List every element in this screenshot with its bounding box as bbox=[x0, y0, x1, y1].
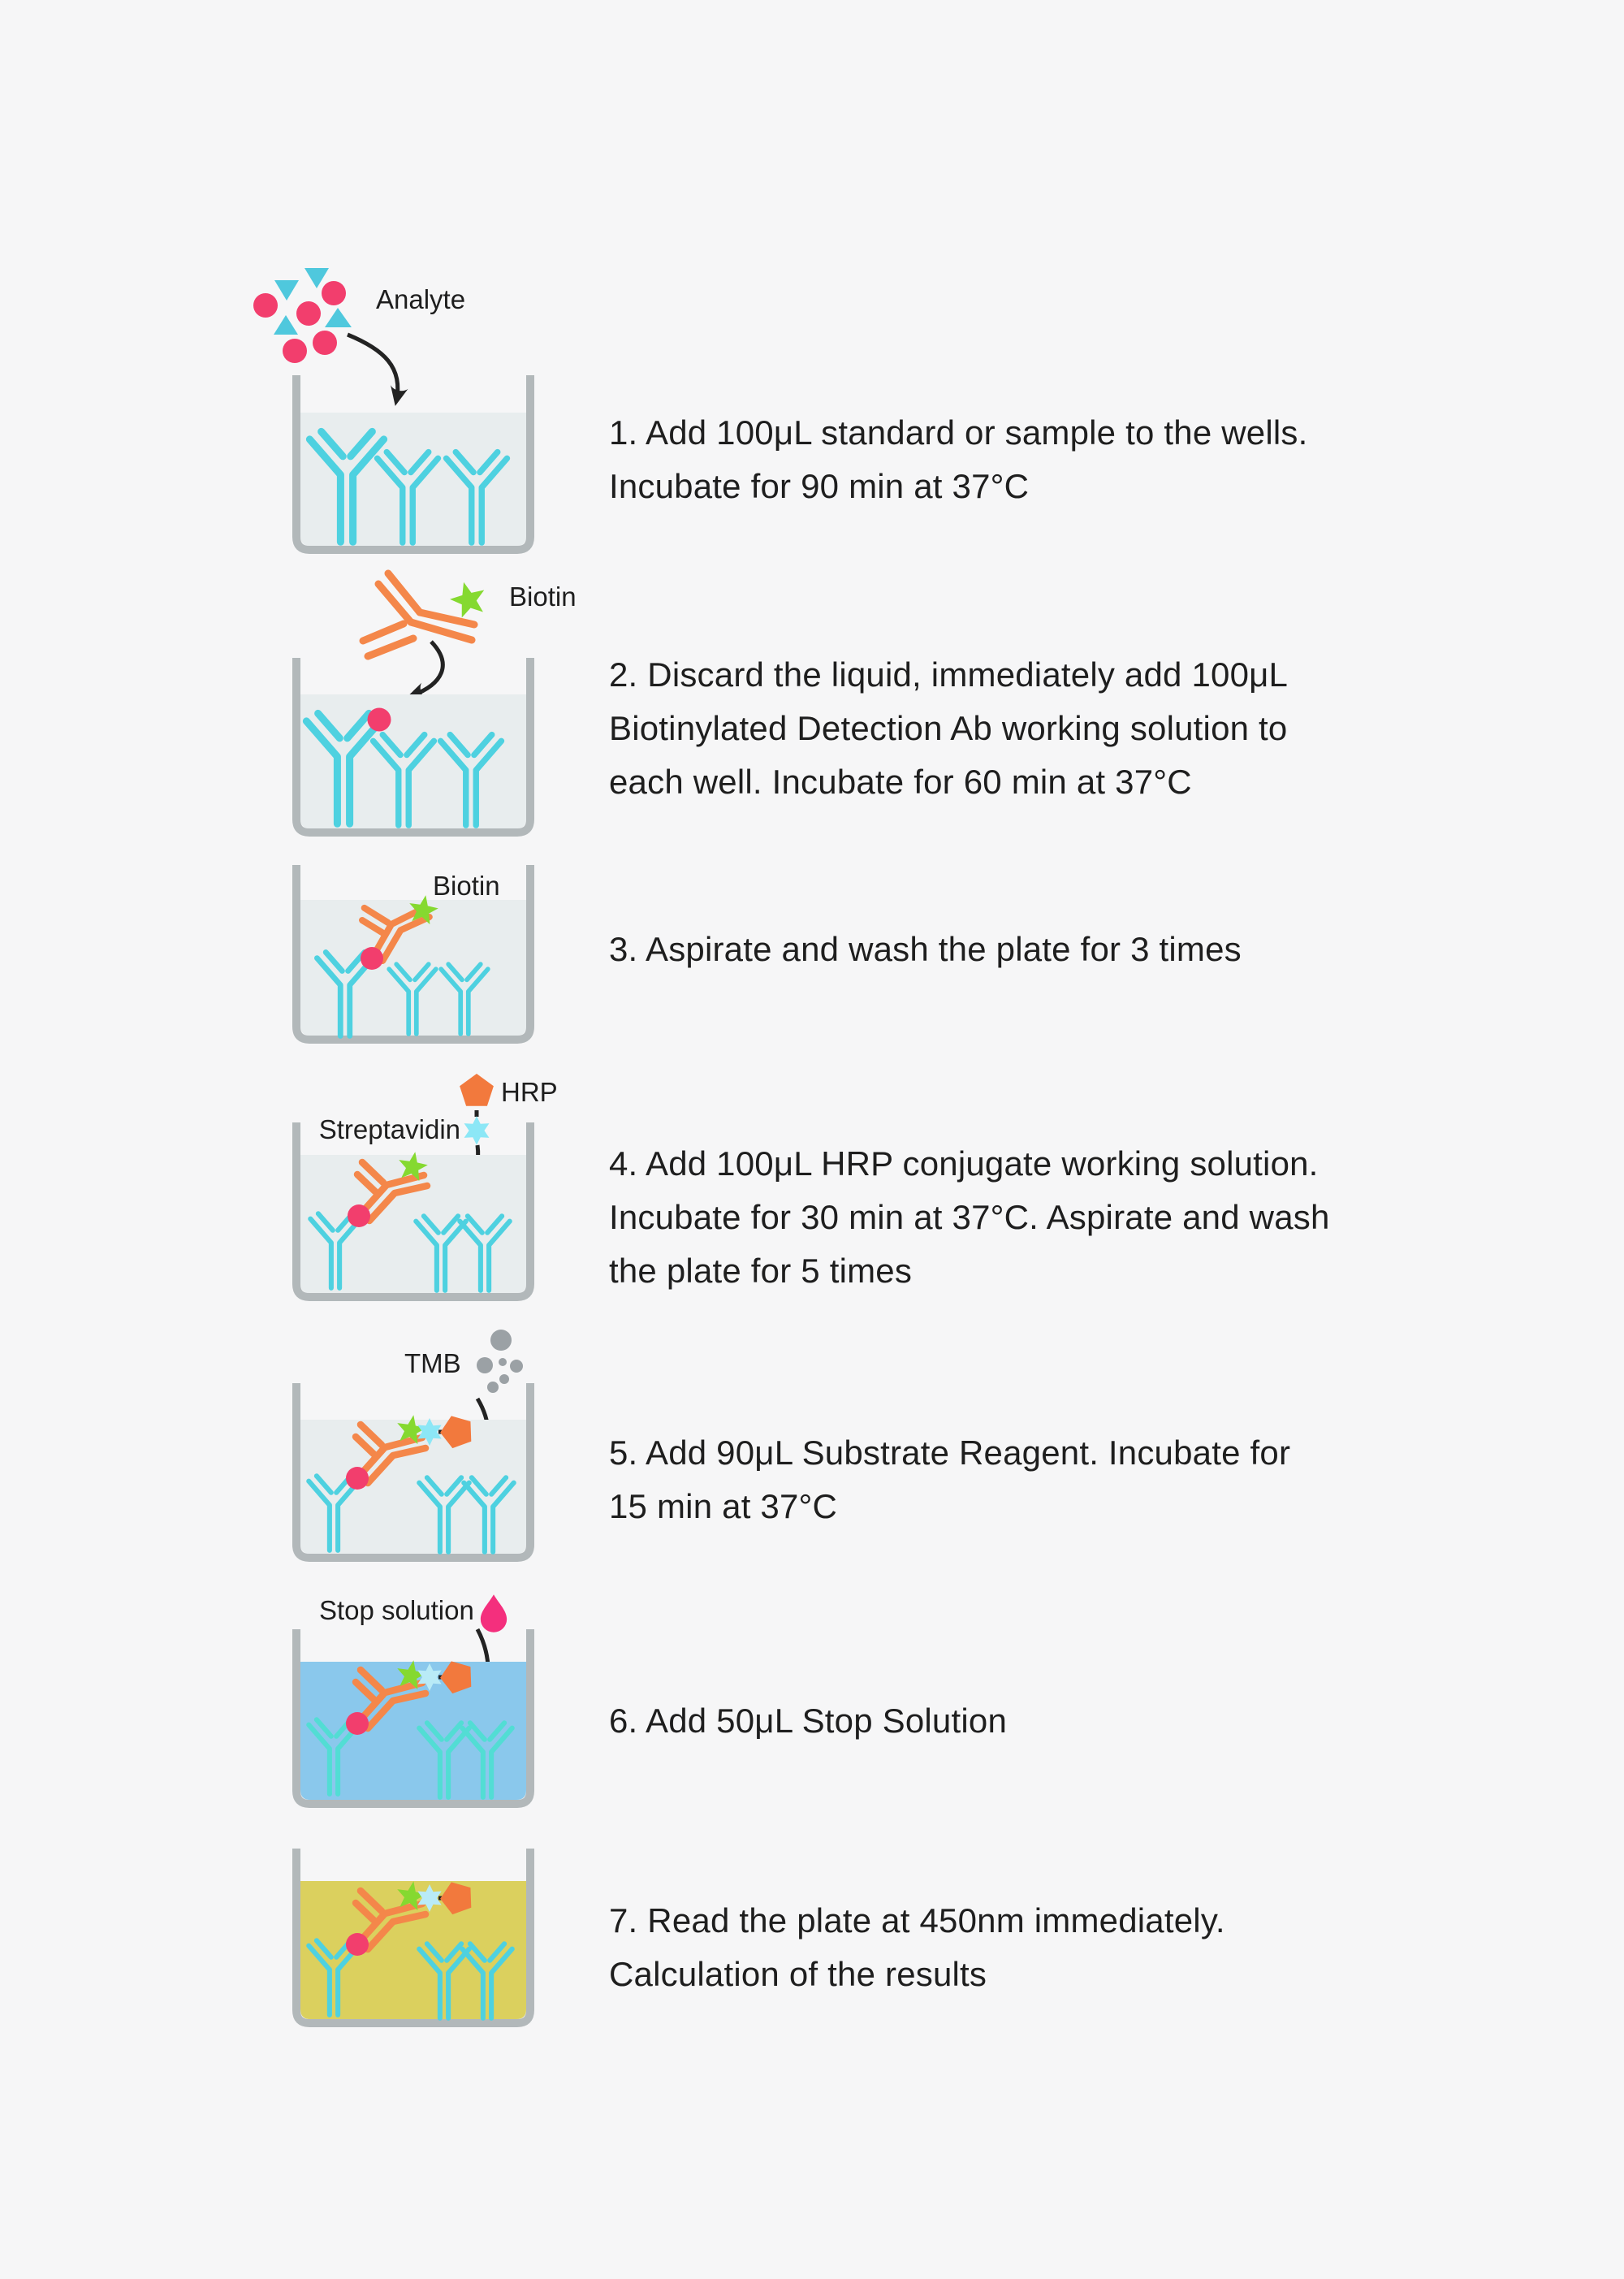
step-7-graphic bbox=[296, 1849, 530, 2023]
analyte-bound-icon bbox=[361, 947, 383, 970]
streptavidin-label: Streptavidin bbox=[318, 1114, 460, 1144]
hrp-label: HRP bbox=[501, 1077, 558, 1107]
well-step-1 bbox=[296, 375, 530, 550]
well-step-6 bbox=[296, 1629, 530, 1804]
step-4-text: 4. Add 100μL HRP conjugate working solution. Incubate for 30 min at 37°C. Aspirate and wash the plate for 5 times bbox=[609, 1144, 1330, 1290]
analyte-bound-icon bbox=[346, 1467, 369, 1490]
well-step-5 bbox=[296, 1383, 530, 1558]
biotinylated-detection-antibody-icon bbox=[363, 573, 474, 656]
analyte-bound-icon bbox=[368, 708, 391, 732]
step-1-text: 1. Add 100μL standard or sample to the wells. Incubate for 90 min at 37°C bbox=[609, 413, 1308, 505]
stop-solution-drop-icon bbox=[481, 1594, 507, 1632]
arrow-icon bbox=[348, 335, 398, 401]
well-step-7 bbox=[296, 1849, 530, 2023]
analyte-bound-icon bbox=[348, 1204, 370, 1227]
step-2-text: 2. Discard the liquid, immediately add 100μL Biotinylated Detection Ab working solution to each well. Incubate for 60 min at 37°C bbox=[609, 655, 1289, 801]
step-2-graphic bbox=[296, 573, 530, 832]
biotin-label-step-2: Biotin bbox=[509, 582, 577, 612]
streptavidin-icon bbox=[464, 1116, 490, 1145]
well-step-4 bbox=[296, 1122, 530, 1297]
step-6-text: 6. Add 50μL Stop Solution bbox=[609, 1702, 1008, 1740]
step-3-text: 3. Aspirate and wash the plate for 3 times bbox=[609, 930, 1242, 968]
arrow-icon bbox=[411, 642, 443, 696]
tmb-dots-icon bbox=[477, 1330, 523, 1393]
step-7-text: 7. Read the plate at 450nm immediately. Calculation of the results bbox=[609, 1901, 1225, 1993]
hrp-pentagon-icon bbox=[460, 1074, 494, 1106]
tmb-label: TMB bbox=[404, 1348, 461, 1378]
step-5-text: 5. Add 90μL Substrate Reagent. Incubate for 15 min at 37°C bbox=[609, 1434, 1291, 1525]
analyte-cluster-icon bbox=[253, 268, 352, 363]
analyte-bound-icon bbox=[346, 1712, 369, 1735]
step-4-graphic bbox=[296, 1074, 530, 1297]
analyte-label: Analyte bbox=[376, 284, 466, 314]
analyte-bound-icon bbox=[346, 1933, 369, 1956]
stop-solution-label: Stop solution bbox=[319, 1595, 474, 1625]
biotin-label-step-3: Biotin bbox=[433, 871, 500, 901]
biotin-star-icon bbox=[447, 577, 490, 620]
well-step-2 bbox=[296, 658, 530, 832]
